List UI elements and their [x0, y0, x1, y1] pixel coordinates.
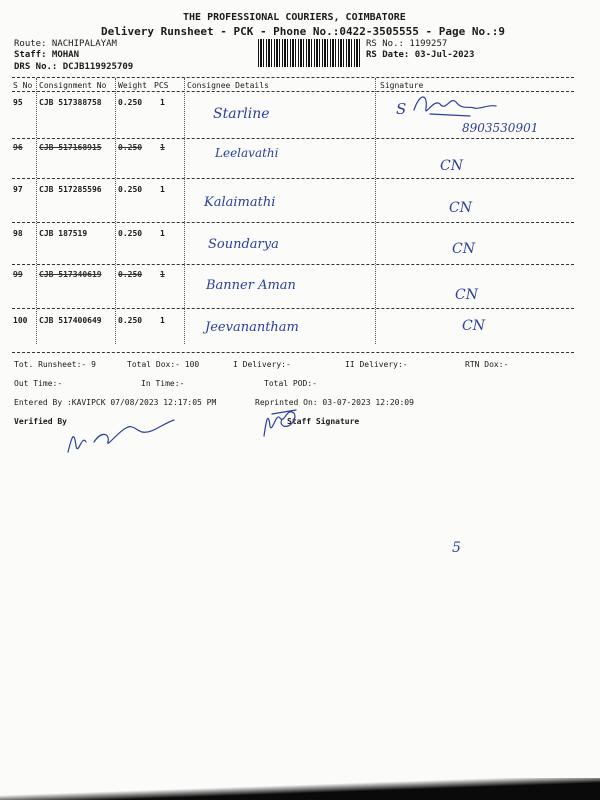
i-delivery: I Delivery:- [233, 360, 291, 369]
row-rule [12, 178, 574, 179]
staff-signature-label: Staff Signature [287, 417, 360, 426]
col-header-consignee: Consignee Details [187, 81, 269, 90]
row-weight: 0.250 [118, 229, 143, 238]
row-rule [12, 138, 574, 139]
row-signature-handwritten: CN [449, 200, 472, 216]
row-rule [12, 264, 574, 265]
drs-number: DRS No.: DCJB119925709 [14, 62, 134, 72]
row-sno: 100 [13, 316, 28, 325]
row-weight: 0.250 [118, 270, 143, 279]
row-signature-handwritten: CN [452, 241, 475, 257]
row-sno: 96 [13, 143, 23, 152]
row-weight: 0.250 [118, 143, 143, 152]
row-consignee-handwritten: Jeevanantham [205, 320, 299, 335]
row-consignment: CJB 517168915 [39, 143, 102, 152]
row-pcs: 1 [160, 229, 165, 238]
route-label: Route: NACHIPALAYAM [14, 39, 117, 49]
barcode [258, 39, 360, 67]
row-pcs: 1 [160, 316, 165, 325]
staff-signature [258, 400, 306, 440]
column-divider [115, 78, 116, 344]
row-consignee-handwritten: Starline [213, 106, 270, 122]
table-bottom-rule [12, 352, 574, 353]
row-phone-handwritten: 8903530901 [462, 121, 539, 135]
signature-scribble [410, 90, 500, 124]
row-pcs: 1 [160, 98, 165, 107]
row-consignee-handwritten: Banner Aman [206, 278, 296, 293]
page-mark-handwritten: 5 [452, 540, 461, 556]
scan-edge-shadow [0, 778, 600, 800]
total-pod: Total POD:- [264, 379, 317, 388]
column-divider [184, 78, 185, 344]
row-consignment: CJB 517285596 [39, 185, 102, 194]
ii-delivery: II Delivery:- [345, 360, 408, 369]
staff-label: Staff: MOHAN [14, 50, 80, 60]
rtn-dox: RTN Dox:- [465, 360, 509, 369]
column-divider [375, 78, 376, 344]
col-header-pcs: PCS [154, 81, 169, 90]
total-dox: Total Dox:- 100 [127, 360, 200, 369]
row-sno: 97 [13, 185, 23, 194]
row-consignee-handwritten: Soundarya [208, 237, 279, 252]
row-sno: 98 [13, 229, 23, 238]
verified-by-label: Verified By [14, 417, 67, 426]
out-time: Out Time:- [14, 379, 63, 388]
row-sno: 95 [13, 98, 23, 107]
row-rule [12, 222, 574, 223]
total-runsheet: Tot. Runsheet:- 9 [14, 360, 96, 369]
reprinted-on: Reprinted On: 03-07-2023 12:20:09 [255, 398, 414, 407]
row-consignment: CJB 517388758 [39, 98, 102, 107]
rs-date: RS Date: 03-Jul-2023 [366, 50, 475, 60]
row-signature-handwritten: CN [455, 287, 478, 303]
row-pcs: 1 [160, 143, 165, 152]
column-divider [36, 78, 37, 344]
row-consignment: CJB 187519 [39, 229, 88, 238]
row-consignee-handwritten: Leelavathi [215, 146, 279, 160]
row-pcs: 1 [160, 185, 165, 194]
rs-number: RS No.: 1199257 [366, 39, 448, 49]
runsheet-title: Delivery Runsheet - PCK - Phone No.:0422-3505555 - Page No.:9 [101, 25, 505, 38]
in-time: In Time:- [141, 379, 185, 388]
table-top-rule [12, 77, 574, 78]
row-weight: 0.250 [118, 185, 143, 194]
row-consignee-handwritten: Kalaimathi [204, 195, 276, 210]
row-consignment: CJB 517400649 [39, 316, 102, 325]
row-signature-handwritten: S [396, 100, 407, 118]
row-sno: 99 [13, 270, 23, 279]
col-header-weight: Weight [118, 81, 147, 90]
row-signature-handwritten: CN [462, 318, 485, 334]
row-signature-handwritten: CN [440, 158, 463, 174]
col-header-signature: Signature [380, 81, 424, 90]
row-pcs: 1 [160, 270, 165, 279]
row-weight: 0.250 [118, 98, 143, 107]
col-header-sno: S No [13, 81, 33, 90]
company-name: THE PROFESSIONAL COURIERS, COIMBATORE [183, 12, 406, 23]
verifier-signature [62, 412, 192, 462]
col-header-consignment: Consignment No [39, 81, 107, 90]
row-weight: 0.250 [118, 316, 143, 325]
row-consignment: CJB 517340619 [39, 270, 102, 279]
entered-by: Entered By :KAVIPCK 07/08/2023 12:17:05 PM [14, 398, 217, 407]
row-rule [12, 308, 574, 309]
